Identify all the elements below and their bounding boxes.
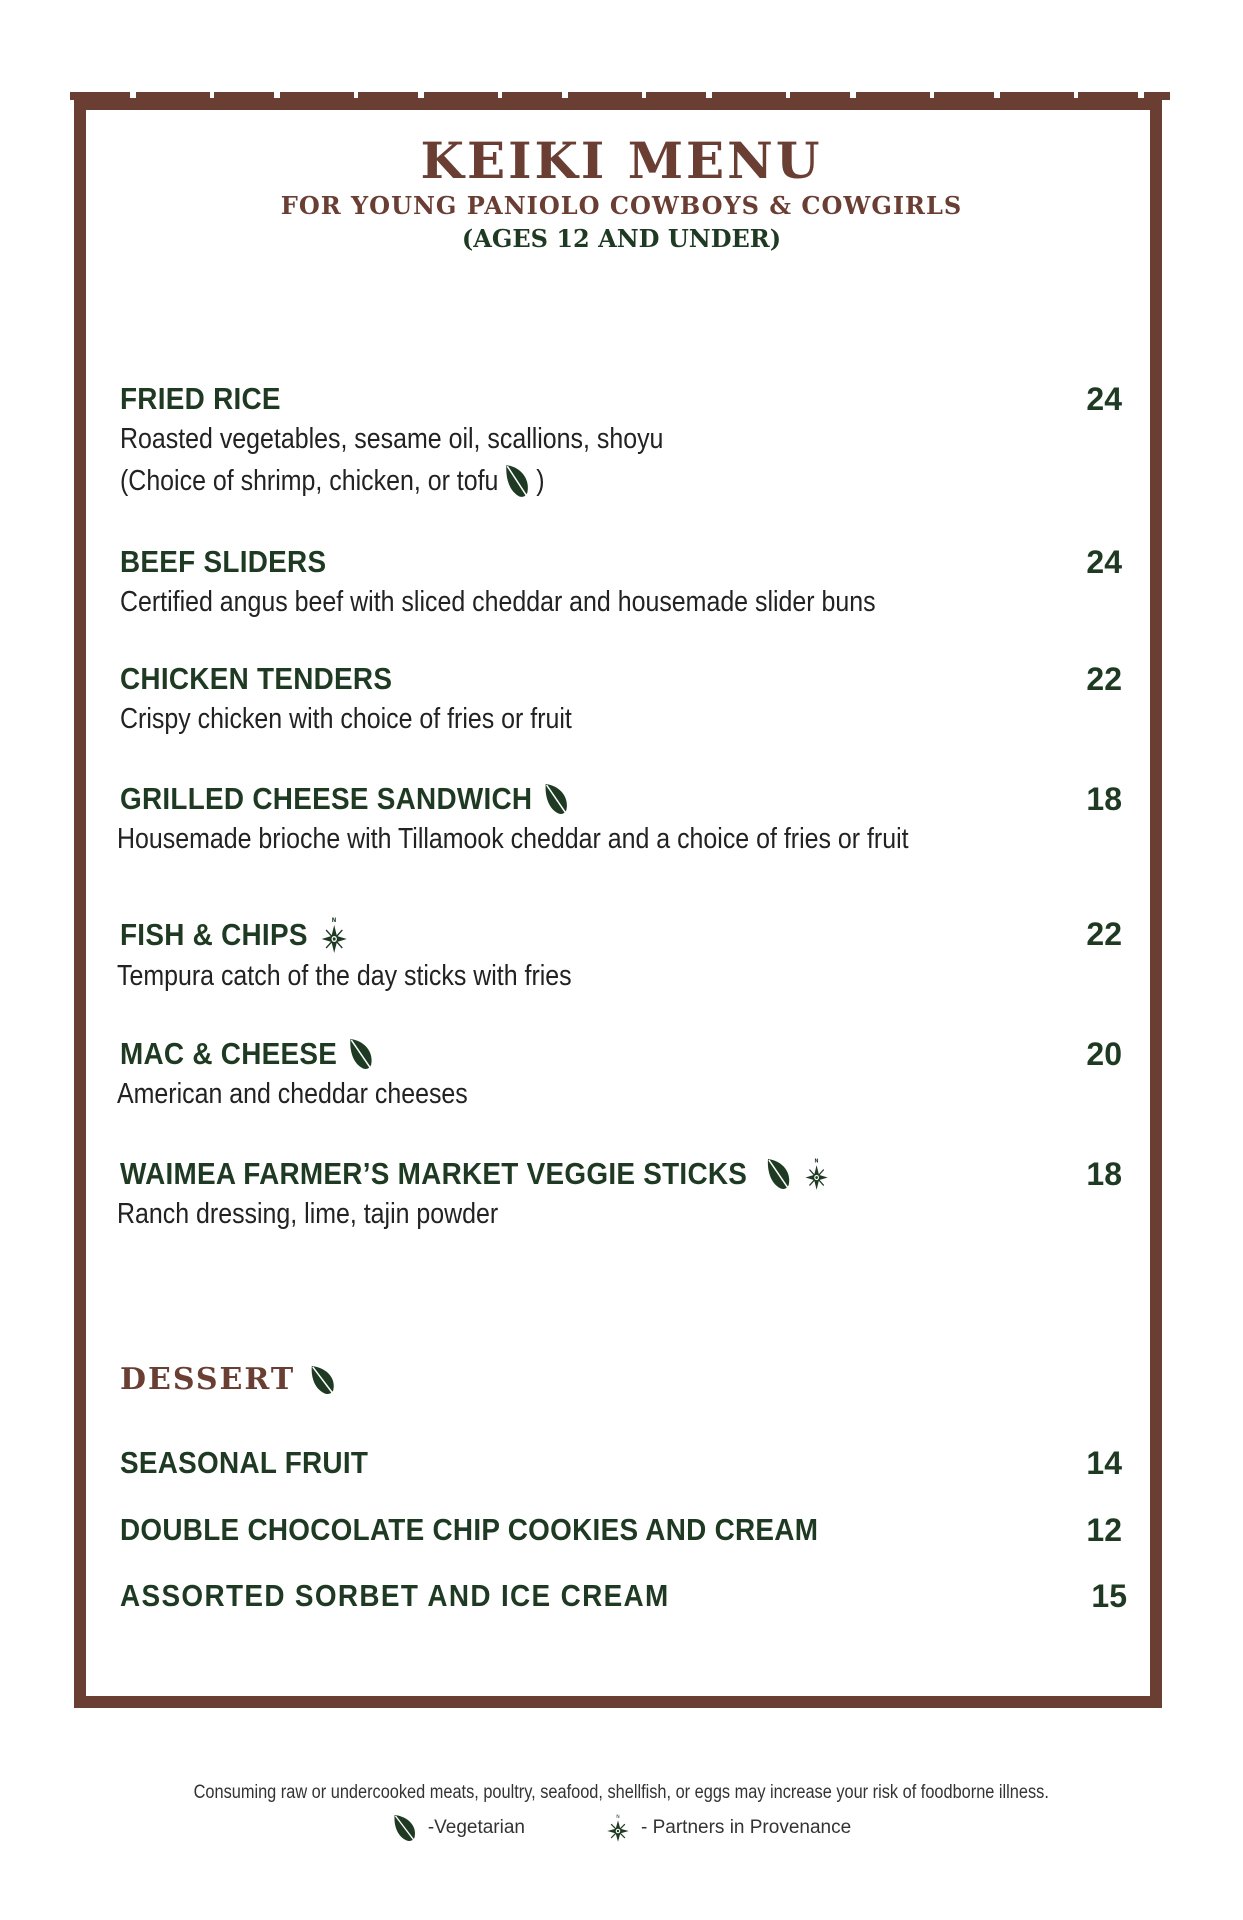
item-price: 24 — [1086, 381, 1122, 417]
item-name: BEEF SLIDERS — [120, 544, 327, 579]
item-name: SEASONAL FRUIT — [120, 1445, 369, 1480]
item-price: 22 — [1086, 661, 1122, 697]
choice-close: ) — [536, 465, 545, 497]
item-price: 18 — [1086, 781, 1122, 817]
legend-vegetarian — [392, 1812, 525, 1844]
item-price: 18 — [1086, 1156, 1122, 1192]
item-name: WAIMEA FARMER’S MARKET VEGGIE STICKS — [120, 1156, 748, 1191]
item-name-row — [120, 780, 570, 818]
item-price: 24 — [1086, 544, 1122, 580]
item-name: CHICKEN TENDERS — [120, 661, 393, 696]
menu-title: KEIKI MENU — [420, 131, 823, 190]
item-name: MAC & CHEESE — [120, 1036, 338, 1071]
dessert-item-cookies — [120, 1511, 1122, 1549]
compass-star-icon — [319, 915, 350, 955]
item-name: FRIED RICE — [120, 381, 281, 416]
leaf-icon — [504, 463, 532, 499]
item-name-row — [120, 915, 349, 955]
menu-item-grilled-cheese — [117, 780, 1122, 860]
menu-item-fish-chips — [117, 915, 1122, 997]
item-description: Ranch dressing, lime, tajin powder — [117, 1198, 499, 1230]
dessert-title: DESSERT — [120, 1362, 296, 1397]
item-description: Certified angus beef with sliced cheddar and housemade slider buns — [120, 586, 876, 618]
item-description-choice — [120, 460, 982, 502]
footer — [0, 1780, 1243, 1844]
item-name: ASSORTED SORBET AND ICE CREAM — [120, 1578, 670, 1613]
legend-provenance-label: - Partners in Provenance — [641, 1817, 852, 1838]
dessert-heading — [120, 1362, 337, 1397]
leaf-icon — [543, 781, 570, 817]
menu-subtitle: FOR YOUNG PANIOLO COWBOYS & COWGIRLS — [280, 191, 963, 220]
item-name: DOUBLE CHOCOLATE CHIP COOKIES AND CREAM — [120, 1512, 819, 1547]
item-name-row — [120, 1035, 375, 1073]
leaf-icon — [348, 1036, 375, 1072]
menu-item-fried-rice — [120, 380, 1122, 502]
item-description: Crispy chicken with choice of fries or fruit — [120, 703, 572, 735]
menu-item-veggie-sticks — [117, 1155, 1122, 1235]
menu-item-mac-cheese — [117, 1035, 1122, 1115]
item-name-row — [120, 1155, 830, 1193]
dessert-item-sorbet — [120, 1577, 1127, 1615]
compass-star-icon — [803, 1156, 830, 1192]
item-price: 14 — [1086, 1445, 1122, 1481]
leaf-icon — [765, 1156, 792, 1192]
dessert-item-seasonal-fruit — [120, 1444, 1122, 1482]
menu-item-chicken-tenders — [120, 660, 1122, 740]
compass-star-icon — [605, 1812, 631, 1844]
item-price: 22 — [1086, 916, 1122, 952]
item-description: Roasted vegetables, sesame oil, scallions, shoyu — [120, 423, 664, 455]
legend-vegetarian-label: -Vegetarian — [427, 1817, 525, 1838]
item-description: American and cheddar cheeses — [117, 1078, 468, 1110]
menu-item-beef-sliders — [120, 543, 1122, 623]
leaf-icon — [392, 1813, 418, 1843]
legend-provenance — [605, 1812, 851, 1844]
leaf-icon — [309, 1364, 337, 1396]
icon-legend — [0, 1812, 1243, 1844]
food-safety-disclaimer: Consuming raw or undercooked meats, poultry, seafood, shellfish, or eggs may increase your risk of foodborne illness. — [193, 1782, 1050, 1803]
choice-text: (Choice of shrimp, chicken, or tofu — [120, 465, 499, 497]
item-description: Tempura catch of the day sticks with fries — [117, 960, 572, 992]
item-price: 12 — [1086, 1512, 1122, 1548]
menu-header — [0, 132, 1243, 256]
item-price: 15 — [1091, 1578, 1127, 1614]
item-description: Housemade brioche with Tillamook cheddar and a choice of fries or fruit — [117, 823, 909, 855]
age-note: (AGES 12 AND UNDER) — [461, 224, 782, 253]
item-name: GRILLED CHEESE SANDWICH — [120, 781, 533, 816]
item-price: 20 — [1086, 1036, 1122, 1072]
item-name: FISH & CHIPS — [120, 917, 308, 952]
